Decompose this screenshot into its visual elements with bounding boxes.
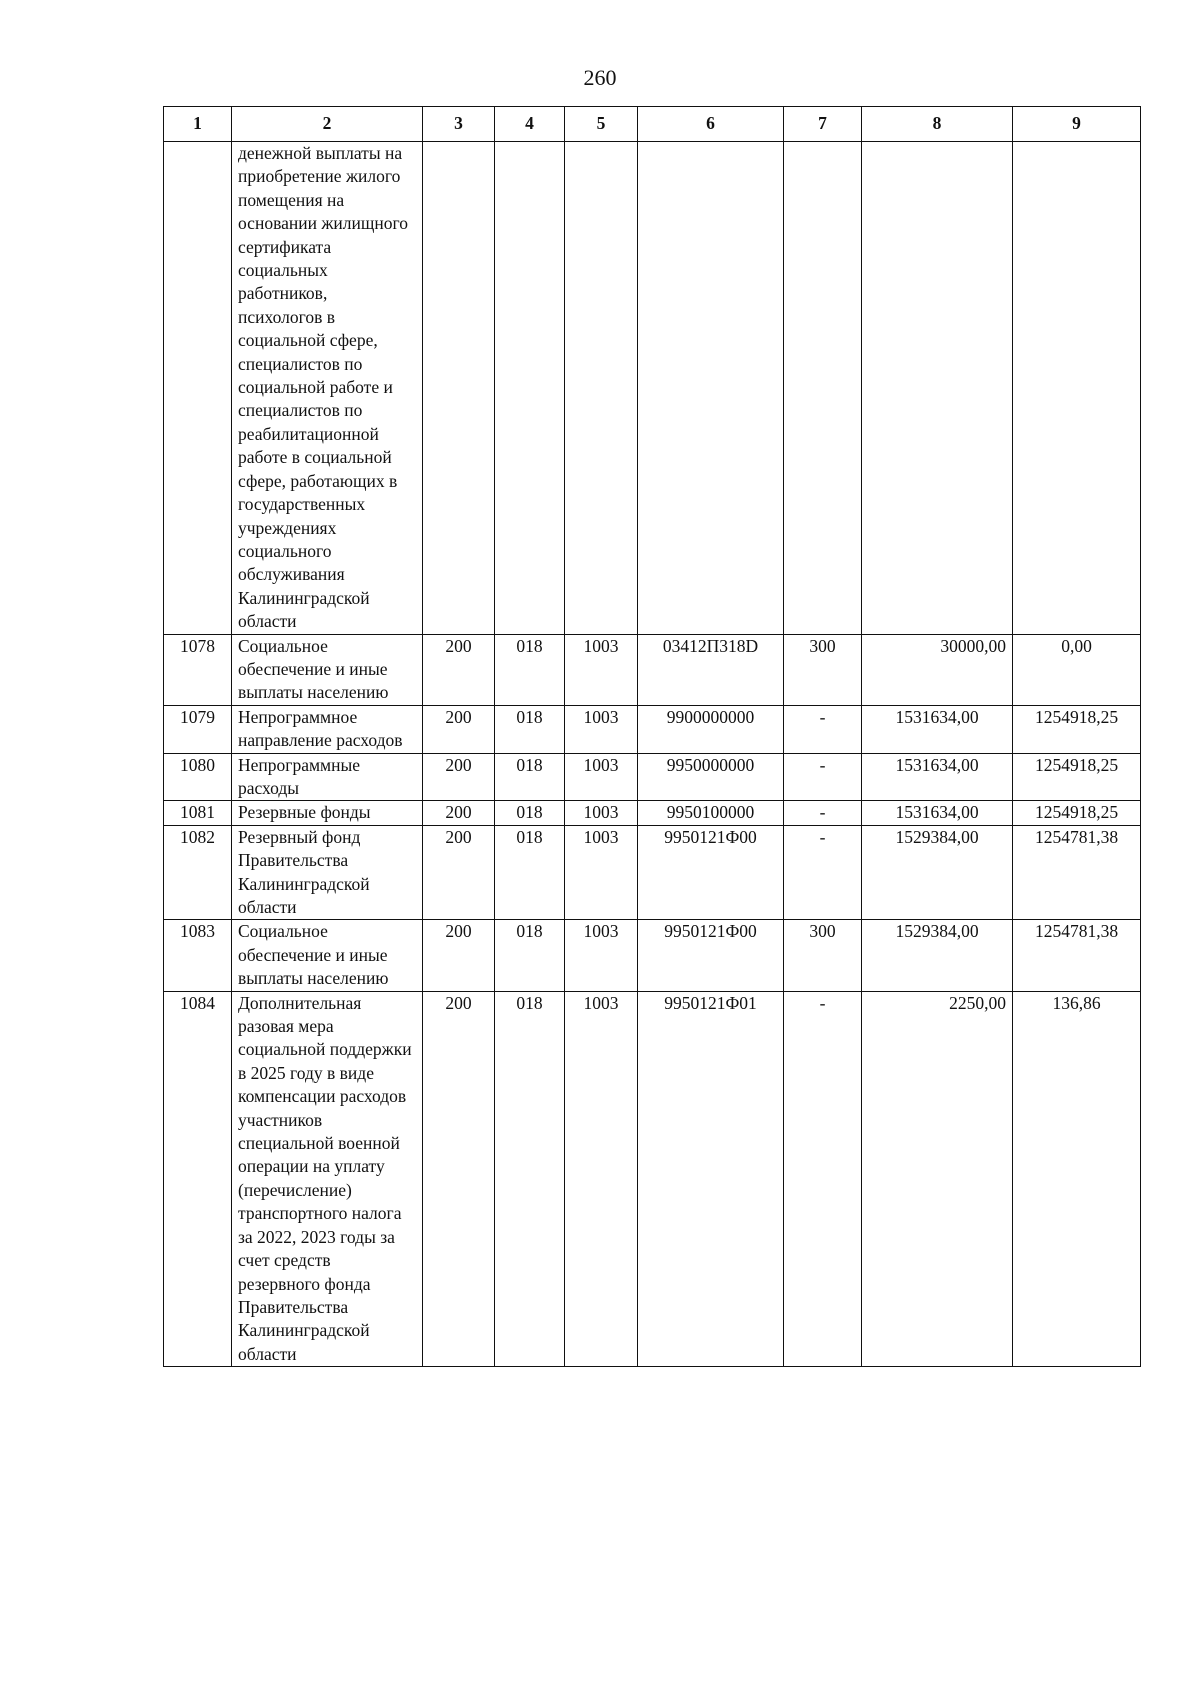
header-cell: 1 <box>164 107 232 142</box>
row-cell-8: 1529384,00 <box>862 920 1013 991</box>
row-cell-9: 1254781,38 <box>1013 825 1141 920</box>
header-cell: 8 <box>862 107 1013 142</box>
row-name-cell: Дополнительная разовая мера социальной поддержки в 2025 году в виде компенсации расходов участников специальной военной операции на уплату (перечисление) транспортного налога за 2022, 2023 годы за счет средств резервного фонда Правительства Калининградской области <box>232 991 423 1367</box>
row-cell-7: 300 <box>784 634 862 705</box>
row-cell-7: - <box>784 753 862 801</box>
row-number-cell: 1078 <box>164 634 232 705</box>
row-cell-5: 1003 <box>565 801 638 825</box>
row-cell-6 <box>638 142 784 635</box>
row-cell-5: 1003 <box>565 991 638 1367</box>
row-cell-5 <box>565 142 638 635</box>
row-cell-3: 200 <box>423 634 495 705</box>
row-cell-5: 1003 <box>565 920 638 991</box>
row-cell-7: - <box>784 705 862 753</box>
header-cell: 3 <box>423 107 495 142</box>
row-cell-9 <box>1013 142 1141 635</box>
table-row <box>164 142 1141 635</box>
row-cell-6: 9950000000 <box>638 753 784 801</box>
row-cell-4: 018 <box>495 634 565 705</box>
row-cell-5: 1003 <box>565 634 638 705</box>
table-row <box>164 634 1141 705</box>
row-cell-4: 018 <box>495 753 565 801</box>
row-cell-9: 1254918,25 <box>1013 705 1141 753</box>
row-name-cell: Резервный фонд Правительства Калининградской области <box>232 825 423 920</box>
header-cell: 7 <box>784 107 862 142</box>
row-cell-9: 1254781,38 <box>1013 920 1141 991</box>
header-cell: 2 <box>232 107 423 142</box>
row-cell-3: 200 <box>423 801 495 825</box>
row-cell-8: 1529384,00 <box>862 825 1013 920</box>
table-row <box>164 801 1141 825</box>
header-cell: 5 <box>565 107 638 142</box>
row-number-cell: 1080 <box>164 753 232 801</box>
row-cell-8: 1531634,00 <box>862 753 1013 801</box>
row-cell-8: 30000,00 <box>862 634 1013 705</box>
row-cell-6: 9900000000 <box>638 705 784 753</box>
row-number-cell: 1083 <box>164 920 232 991</box>
row-cell-6: 9950100000 <box>638 801 784 825</box>
row-cell-4 <box>495 142 565 635</box>
row-cell-9: 0,00 <box>1013 634 1141 705</box>
table-row <box>164 753 1141 801</box>
row-cell-3: 200 <box>423 920 495 991</box>
row-cell-4: 018 <box>495 825 565 920</box>
row-cell-4: 018 <box>495 991 565 1367</box>
row-cell-3: 200 <box>423 825 495 920</box>
row-cell-9: 1254918,25 <box>1013 753 1141 801</box>
row-name-cell: Непрограммное направление расходов <box>232 705 423 753</box>
row-cell-5: 1003 <box>565 753 638 801</box>
row-cell-8: 1531634,00 <box>862 705 1013 753</box>
row-cell-7 <box>784 142 862 635</box>
table-row <box>164 825 1141 920</box>
row-cell-6: 03412П318D <box>638 634 784 705</box>
row-name-cell: денежной выплаты на приобретение жилого помещения на основании жилищного сертификата социальных работников, психологов в социальной сфере, специалистов по социальной работе и специалистов по реабилитационной работе в социальной сфере, работающих в государственных учреждениях социального обслуживания Калининградской области <box>232 142 423 635</box>
row-cell-7: - <box>784 991 862 1367</box>
row-cell-6: 9950121Ф00 <box>638 825 784 920</box>
header-row <box>164 107 1141 142</box>
row-cell-4: 018 <box>495 920 565 991</box>
row-name-cell: Резервные фонды <box>232 801 423 825</box>
row-name-cell: Социальное обеспечение и иные выплаты населению <box>232 920 423 991</box>
row-cell-6: 9950121Ф00 <box>638 920 784 991</box>
row-number-cell <box>164 142 232 635</box>
row-cell-7: 300 <box>784 920 862 991</box>
table-row <box>164 991 1141 1367</box>
row-cell-6: 9950121Ф01 <box>638 991 784 1367</box>
row-cell-9: 136,86 <box>1013 991 1141 1367</box>
row-cell-8: 1531634,00 <box>862 801 1013 825</box>
row-cell-5: 1003 <box>565 705 638 753</box>
row-cell-3: 200 <box>423 753 495 801</box>
row-cell-8 <box>862 142 1013 635</box>
row-name-cell: Социальное обеспечение и иные выплаты населению <box>232 634 423 705</box>
row-cell-5: 1003 <box>565 825 638 920</box>
row-cell-7: - <box>784 801 862 825</box>
row-number-cell: 1079 <box>164 705 232 753</box>
row-number-cell: 1081 <box>164 801 232 825</box>
header-cell: 6 <box>638 107 784 142</box>
page-number: 260 <box>583 65 617 90</box>
row-name-cell: Непрограммные расходы <box>232 753 423 801</box>
row-cell-4: 018 <box>495 801 565 825</box>
row-cell-8: 2250,00 <box>862 991 1013 1367</box>
row-cell-3: 200 <box>423 991 495 1367</box>
row-cell-3: 200 <box>423 705 495 753</box>
header-cell: 9 <box>1013 107 1141 142</box>
budget-table <box>163 106 1141 1367</box>
table-row <box>164 705 1141 753</box>
header-cell: 4 <box>495 107 565 142</box>
row-number-cell: 1084 <box>164 991 232 1367</box>
row-cell-7: - <box>784 825 862 920</box>
row-number-cell: 1082 <box>164 825 232 920</box>
row-cell-4: 018 <box>495 705 565 753</box>
row-cell-9: 1254918,25 <box>1013 801 1141 825</box>
row-cell-3 <box>423 142 495 635</box>
table-row <box>164 920 1141 991</box>
